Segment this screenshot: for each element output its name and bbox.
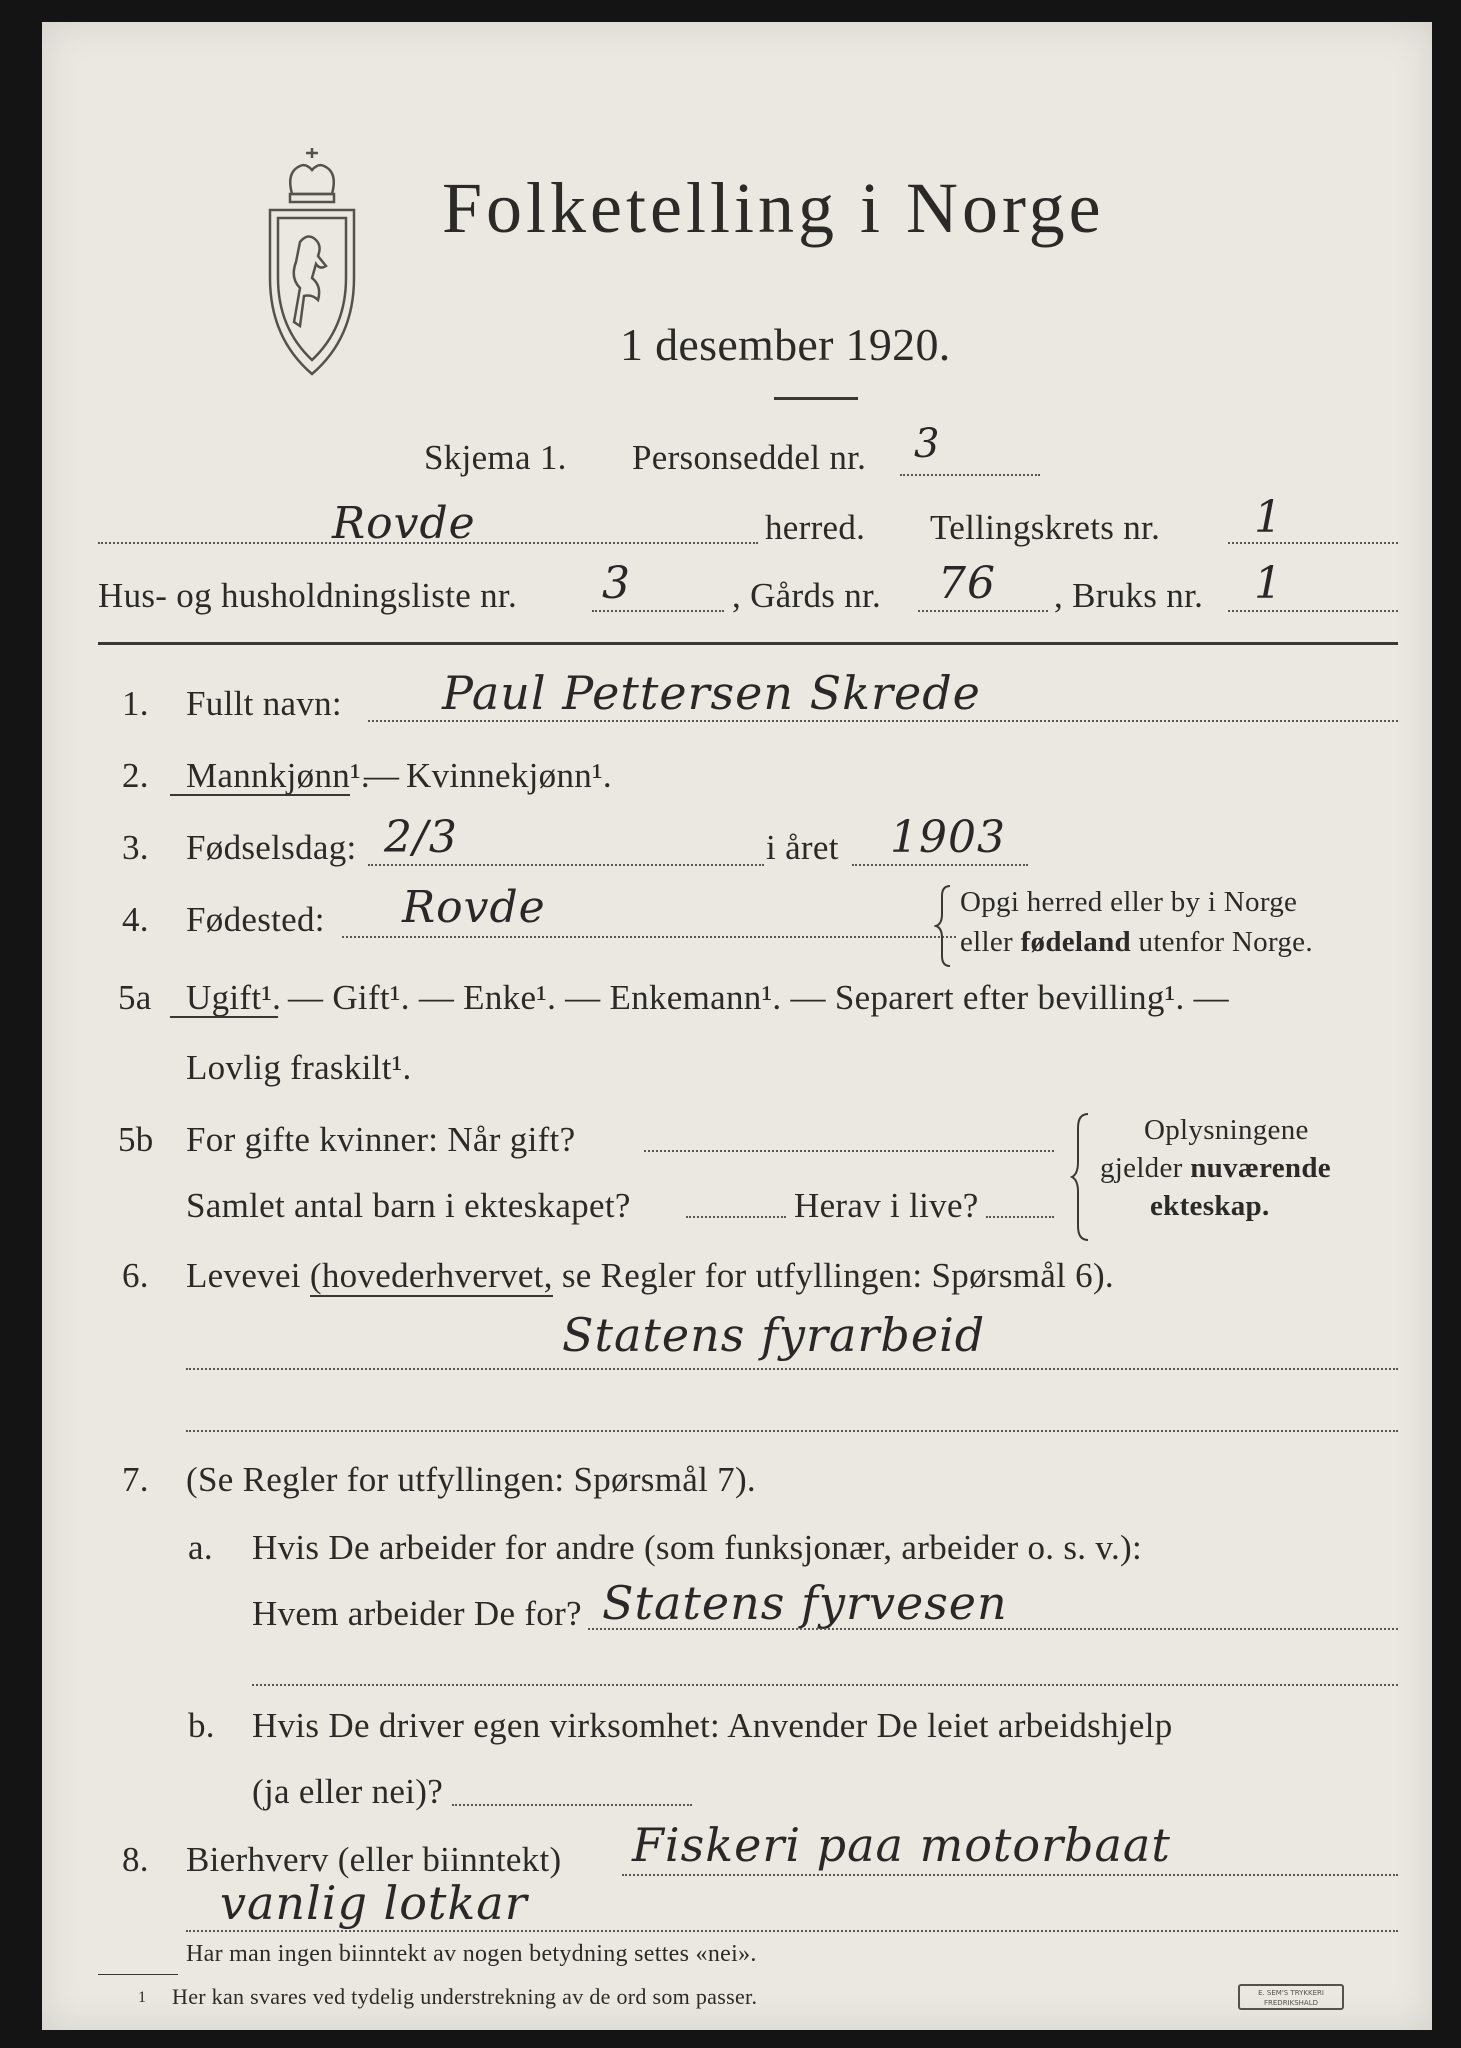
q6-line1 bbox=[186, 1368, 1398, 1370]
title-divider bbox=[774, 397, 858, 400]
q8-note: Har man ingen biinntekt av nogen betydning settes «nei». bbox=[186, 1941, 757, 1967]
q8-label: Bierhverv (eller biinntekt) bbox=[186, 1840, 562, 1879]
skjema-label: Skjema 1. bbox=[424, 438, 567, 477]
q7b-text: Hvis De driver egen virksomhet: Anvender De leiet arbeidshjelp bbox=[252, 1706, 1173, 1745]
q8-number: 8. bbox=[122, 1840, 149, 1879]
herred-label: herred. bbox=[765, 508, 866, 547]
q5b-brace-icon bbox=[1070, 1112, 1092, 1242]
q6-number: 6. bbox=[122, 1256, 149, 1295]
census-form-sheet bbox=[42, 22, 1432, 2030]
q4-line bbox=[342, 936, 956, 938]
q2-male-option: Mannkjønn¹. bbox=[186, 756, 370, 795]
bruks-value: 1 bbox=[1254, 558, 1283, 609]
q5b-note-line1: Oplysningene bbox=[1144, 1114, 1309, 1146]
q5b-alive-line bbox=[986, 1216, 1054, 1218]
q8-line1 bbox=[622, 1874, 1398, 1876]
q7a-question: Hvem arbeider De for? bbox=[252, 1594, 582, 1633]
q1-number: 1. bbox=[122, 684, 149, 723]
q6-line2 bbox=[186, 1430, 1398, 1432]
q8-value-line2: vanlig lotkar bbox=[220, 1876, 528, 1930]
q2-number: 2. bbox=[122, 756, 149, 795]
q7b-question: (ja eller nei)? bbox=[252, 1772, 444, 1811]
q2-female-option: Kvinnekjønn¹. bbox=[406, 756, 612, 795]
personseddel-label: Personseddel nr. bbox=[632, 438, 867, 477]
gards-line bbox=[918, 610, 1048, 612]
footnote-text: Her kan svares ved tydelig understrekning av de ord som passer. bbox=[172, 1984, 758, 2009]
gards-label: , Gårds nr. bbox=[732, 576, 882, 615]
q1-line bbox=[368, 720, 1398, 722]
q7a-letter: a. bbox=[188, 1528, 213, 1567]
q2-male-underline bbox=[170, 794, 350, 796]
page-title: Folketelling i Norge bbox=[442, 168, 1105, 248]
herred-value: Rovde bbox=[332, 498, 476, 549]
q3-year-line bbox=[852, 864, 1028, 866]
personseddel-line bbox=[900, 474, 1040, 476]
footnote-mark: 1 bbox=[138, 1989, 147, 2006]
q8-line2 bbox=[186, 1930, 1398, 1932]
q7b-letter: b. bbox=[188, 1706, 215, 1745]
q5a-ugift-underline bbox=[170, 1016, 278, 1018]
q4-brace-icon bbox=[934, 884, 954, 968]
q4-note-line1: Opgi herred eller by i Norge bbox=[960, 886, 1298, 918]
q1-full-name-value: Paul Pettersen Skrede bbox=[442, 666, 981, 720]
herred-line bbox=[98, 542, 758, 544]
q5b-note-gjelder: gjelder bbox=[1100, 1152, 1183, 1184]
gards-value: 76 bbox=[938, 558, 996, 609]
q5b-note-bold: nuværende bbox=[1190, 1152, 1331, 1184]
q7-label: (Se Regler for utfyllingen: Spørsmål 7). bbox=[186, 1460, 756, 1499]
tellingskrets-line bbox=[1228, 542, 1398, 544]
q2-separator: — bbox=[364, 756, 400, 795]
q3-year-value: 1903 bbox=[890, 812, 1006, 863]
header-divider bbox=[98, 642, 1398, 645]
q3-year-label: i året bbox=[766, 828, 839, 867]
printer-stamp-line1: E. SEM'S TRYKKERI bbox=[1258, 1989, 1324, 1997]
q3-birthday-value: 2/3 bbox=[384, 812, 458, 863]
q4-birthplace-value: Rovde bbox=[402, 882, 546, 933]
q5a-line2: Lovlig fraskilt¹. bbox=[186, 1048, 412, 1087]
q4-note-eller: eller bbox=[960, 926, 1014, 958]
q5b-married-line bbox=[644, 1150, 1054, 1152]
tellingskrets-label: Tellingskrets nr. bbox=[930, 508, 1161, 547]
q3-day-line bbox=[368, 864, 764, 866]
husliste-value: 3 bbox=[602, 558, 631, 609]
q6-label-post: se Regler for utfyllingen: Spørsmål 6). bbox=[561, 1256, 1114, 1295]
q7a-employer-value: Statens fyrvesen bbox=[602, 1576, 1008, 1630]
q5b-note-line3: ekteskap. bbox=[1150, 1190, 1270, 1222]
q4-label: Fødested: bbox=[186, 900, 325, 939]
census-date: 1 desember 1920. bbox=[620, 319, 951, 370]
q3-number: 3. bbox=[122, 828, 149, 867]
bruks-label: , Bruks nr. bbox=[1054, 576, 1204, 615]
q5b-married-label: For gifte kvinner: Når gift? bbox=[186, 1120, 576, 1159]
q6-label-pre: Levevei bbox=[186, 1256, 301, 1295]
q5b-children-line bbox=[686, 1216, 786, 1218]
personseddel-value: 3 bbox=[914, 421, 941, 467]
printer-stamp-line2: FREDRIKSHALD bbox=[1263, 1999, 1318, 2007]
q5b-alive-label: Herav i live? bbox=[794, 1186, 979, 1225]
q4-number: 4. bbox=[122, 900, 149, 939]
q7a-text: Hvis De arbeider for andre (som funksjonær, arbeider o. s. v.): bbox=[252, 1528, 1142, 1567]
q7a-line1 bbox=[588, 1628, 1398, 1630]
q4-note-post: utenfor Norge. bbox=[1138, 926, 1313, 958]
q7-number: 7. bbox=[122, 1460, 149, 1499]
husliste-line bbox=[592, 610, 724, 612]
q5a-other-options: — Gift¹. — Enke¹. — Enkemann¹. — Separert efter bevilling¹. — bbox=[288, 978, 1229, 1017]
q8-value-line1: Fiskeri paa motorbaat bbox=[632, 1818, 1171, 1872]
q5a-ugift-option: Ugift¹. bbox=[186, 978, 282, 1017]
printer-stamp bbox=[1238, 1984, 1344, 2010]
q6-label-underlined: (hovederhvervet, bbox=[309, 1256, 553, 1295]
q7a-line2 bbox=[252, 1684, 1398, 1686]
q5b-number: 5b bbox=[118, 1120, 154, 1159]
q6-occupation-value: Statens fyrarbeid bbox=[562, 1308, 986, 1362]
q4-note-bold: fødeland bbox=[1020, 926, 1131, 958]
q3-label: Fødselsdag: bbox=[186, 828, 357, 867]
bruks-line bbox=[1228, 610, 1398, 612]
coat-of-arms-icon bbox=[262, 142, 362, 382]
q1-label: Fullt navn: bbox=[186, 684, 342, 723]
q5b-children-label: Samlet antal barn i ekteskapet? bbox=[186, 1186, 631, 1225]
q6-label bbox=[186, 1258, 1114, 1293]
tellingskrets-value: 1 bbox=[1254, 492, 1283, 543]
q5b-note-line2 bbox=[1100, 1154, 1331, 1183]
q4-note-line2 bbox=[960, 928, 1313, 957]
footnote-divider bbox=[98, 1974, 178, 1975]
q7b-line bbox=[452, 1804, 692, 1806]
husliste-label: Hus- og husholdningsliste nr. bbox=[98, 576, 517, 615]
q5a-number: 5a bbox=[118, 978, 152, 1017]
